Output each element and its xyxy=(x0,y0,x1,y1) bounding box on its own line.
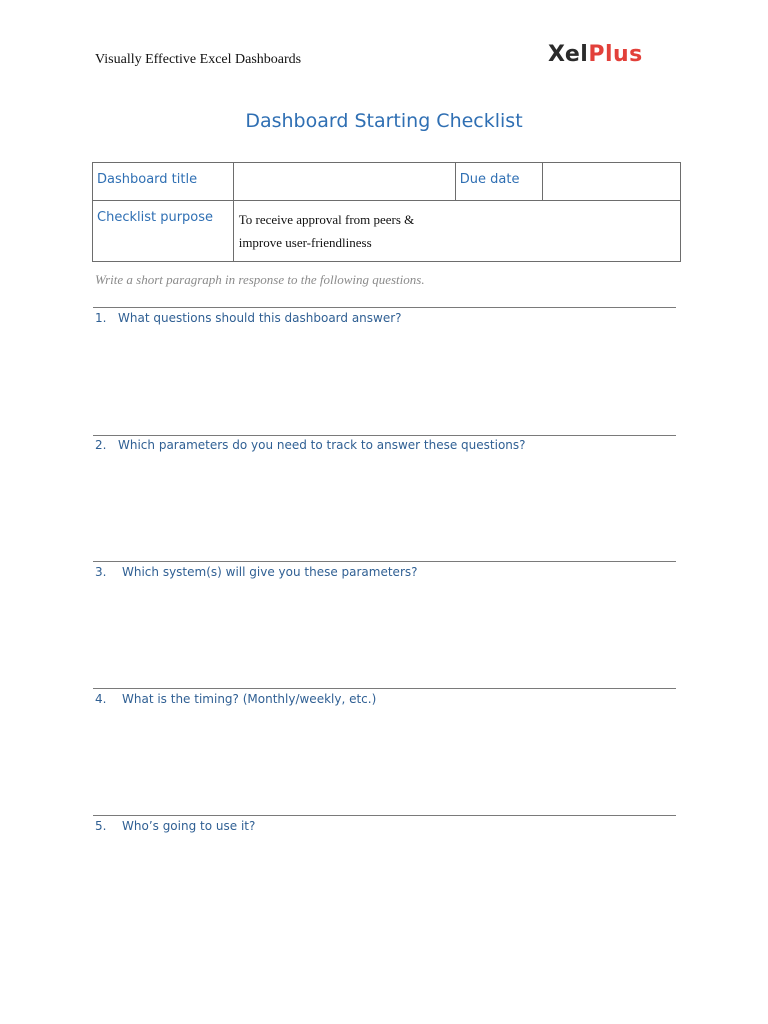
answer-area-1[interactable] xyxy=(93,330,676,430)
question-divider xyxy=(93,561,676,562)
answer-area-4[interactable] xyxy=(93,711,676,811)
answer-area-2[interactable] xyxy=(93,457,676,557)
checklist-purpose-line-1: To receive approval from peers & xyxy=(238,212,415,227)
question-2-text: Which parameters do you need to track to answer these questions? xyxy=(118,438,526,452)
xelplus-logo xyxy=(548,42,643,67)
due-date-label: Due date xyxy=(455,163,542,201)
question-divider xyxy=(93,435,676,436)
logo-text-xel: Xel xyxy=(548,42,589,67)
due-date-field[interactable] xyxy=(542,163,680,201)
question-4-number: 4. xyxy=(95,692,107,706)
checklist-purpose-line-2: improve user-friendliness xyxy=(238,235,372,250)
dashboard-title-label: Dashboard title xyxy=(93,163,234,201)
question-3-text: Which system(s) will give you these parameters? xyxy=(122,565,418,579)
question-1-number: 1. xyxy=(95,311,107,325)
checklist-purpose-label: Checklist purpose xyxy=(93,201,234,262)
question-3 xyxy=(95,565,418,579)
document-header-title: Visually Effective Excel Dashboards xyxy=(95,52,302,67)
answer-area-3[interactable] xyxy=(93,584,676,684)
question-2 xyxy=(95,438,526,452)
question-divider xyxy=(93,307,676,308)
question-5 xyxy=(95,819,255,833)
answer-area-5[interactable] xyxy=(93,838,676,958)
logo-text-plus: Plus xyxy=(588,42,643,67)
dashboard-title-field[interactable] xyxy=(233,163,455,201)
question-1 xyxy=(95,311,402,325)
question-5-text: Who’s going to use it? xyxy=(122,819,256,833)
question-3-number: 3. xyxy=(95,565,107,579)
question-1-text: What questions should this dashboard answer? xyxy=(118,311,402,325)
question-5-number: 5. xyxy=(95,819,107,833)
question-divider xyxy=(93,688,676,689)
instruction-text: Write a short paragraph in response to the following questions. xyxy=(95,272,425,287)
question-4-text: What is the timing? (Monthly/weekly, etc.) xyxy=(122,692,377,706)
question-4 xyxy=(95,692,376,706)
question-2-number: 2. xyxy=(95,438,107,452)
question-divider xyxy=(93,815,676,816)
checklist-purpose-field[interactable] xyxy=(233,201,680,262)
page-title: Dashboard Starting Checklist xyxy=(245,110,523,132)
checklist-info-table xyxy=(92,162,681,262)
